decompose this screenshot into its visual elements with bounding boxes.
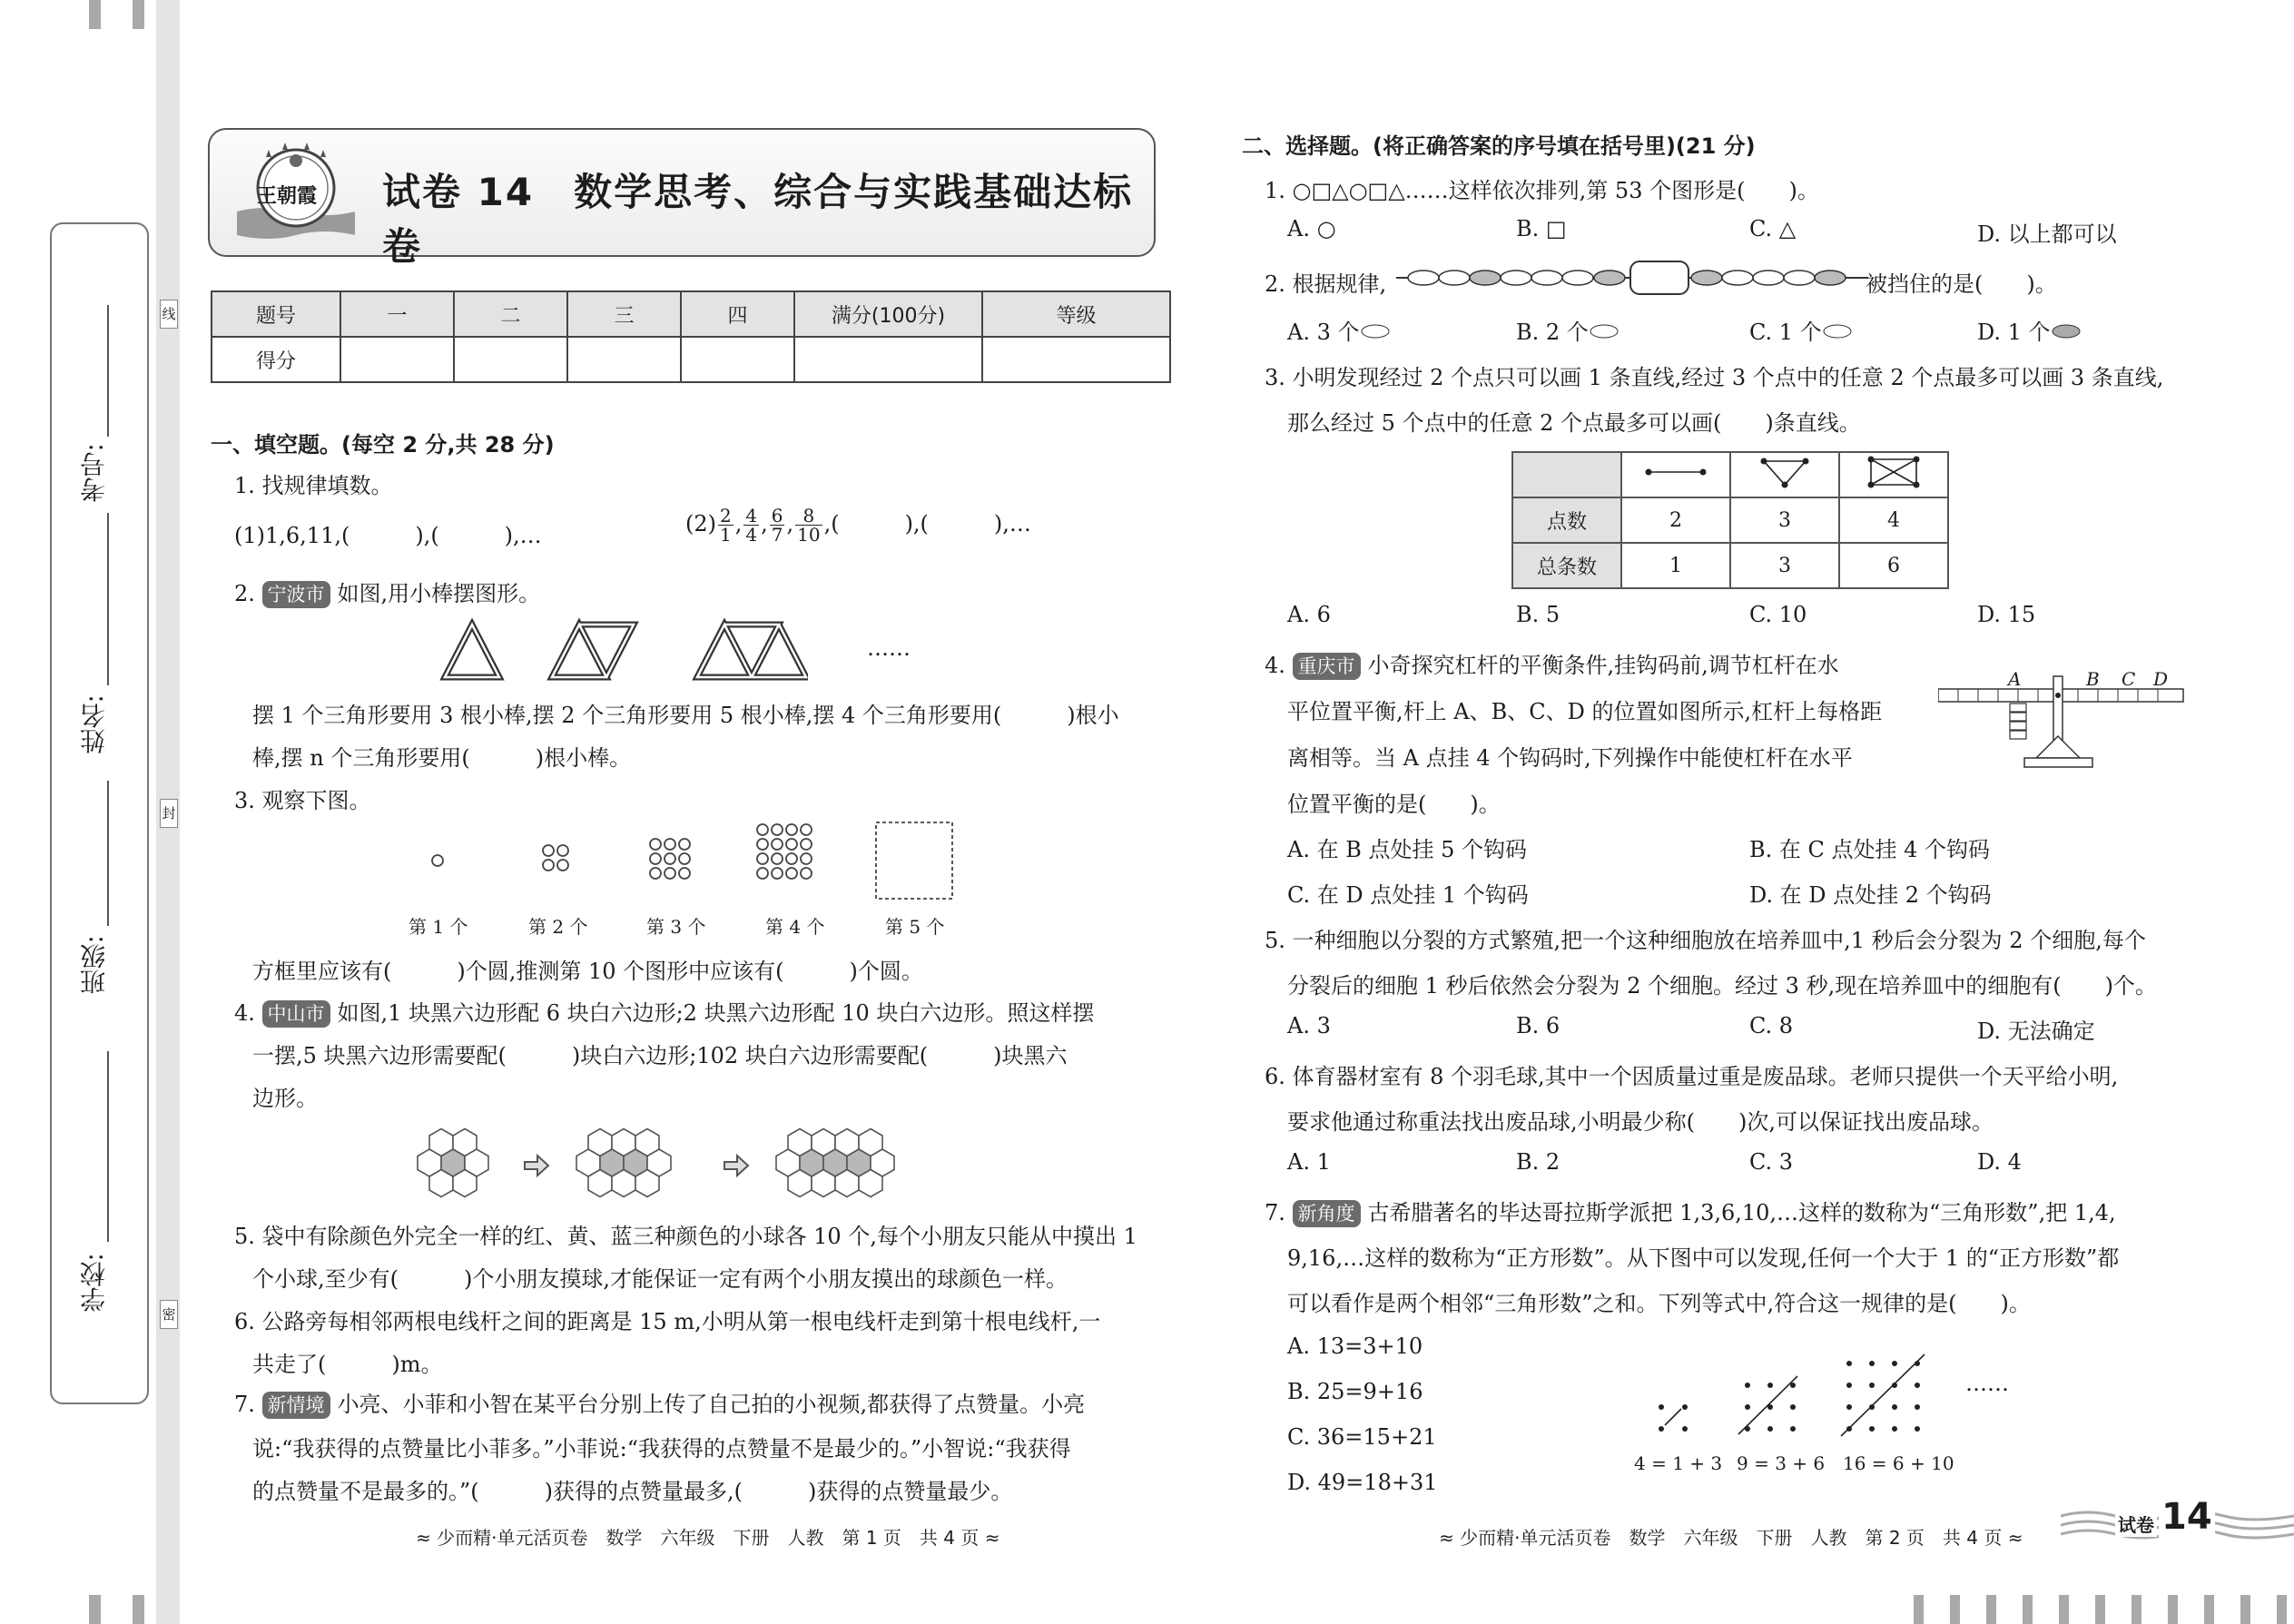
four-points-diagram-cell — [1839, 452, 1948, 497]
two-points-diagram — [1635, 458, 1717, 486]
choice-option[interactable]: D. 15 — [1977, 602, 2036, 627]
question-6-line-2: 共走了( )m。 — [252, 1352, 443, 1377]
paper-number: 14 — [2159, 1496, 2215, 1538]
part-2-suffix: ,( ),( ),… — [823, 511, 1031, 536]
lever-point-label: B — [2086, 668, 2100, 690]
question-1-part-1: (1)1,6,11,( ),( ),… — [234, 523, 542, 548]
paper-label: 试卷 — [2115, 1511, 2157, 1537]
fraction: $\frac{2}{1}$ — [720, 505, 732, 546]
table-row-header: 点数 — [1512, 497, 1621, 543]
region-tag: 新角度 — [1293, 1200, 1361, 1227]
white-hexagon — [588, 1170, 612, 1197]
choice-option[interactable]: A. 1 — [1287, 1149, 1331, 1175]
figure-caption: 第 1 个 — [409, 916, 468, 938]
fraction: $\frac{4}{4}$ — [745, 505, 758, 546]
question-2-stem — [234, 576, 540, 608]
figure-caption: 第 2 个 — [528, 916, 588, 938]
logo-text: 王朝霞 — [257, 185, 318, 208]
score-header-cell: 题号 — [212, 291, 340, 337]
question-1-part-2: (2) $\frac{2}{1}$ , $\frac{4}{4}$ , $\frac{6}{7}$ , $\frac{8}{10}$ ,( ),( ),… — [685, 505, 1031, 546]
question-text: 如图,1 块黑六边形配 6 块白六边形;2 块黑六边形配 10 块白六边形。照这样摆 — [337, 1000, 1095, 1026]
choice-option[interactable]: C. 3 — [1749, 1149, 1794, 1175]
margin-bar — [1950, 1595, 1960, 1624]
choice-q4-line-2: 平位置平衡,杆上 A、B、C、D 的位置如图所示,杠杆上每格距 — [1287, 699, 1883, 724]
region-tag: 中山市 — [262, 1000, 330, 1028]
score-cell[interactable] — [567, 337, 681, 382]
white-hexagon — [453, 1170, 477, 1197]
circle-pattern-figure — [399, 817, 980, 908]
choice-option[interactable]: B. 2 个 — [1516, 314, 1620, 346]
table-row-header: 总条数 — [1512, 543, 1621, 588]
margin-bar — [2095, 1595, 2105, 1624]
seal-mark-feng: 封 — [160, 799, 178, 828]
choice-option[interactable]: D. 在 D 点处挂 2 个钩码 — [1749, 882, 1992, 908]
class-blank[interactable] — [107, 781, 109, 926]
figure-caption: 第 4 个 — [765, 916, 825, 938]
figure-caption: 9 = 3 + 6 — [1737, 1452, 1826, 1474]
exam-number-blank[interactable] — [107, 305, 109, 437]
question-7-line-2: 说:“我获得的点赞量比小菲多。”小菲说:“我获得的点赞量不是最少的。”小智说:“我获得 — [252, 1436, 1071, 1462]
question-4-line-3: 边形。 — [252, 1086, 318, 1111]
region-tag: 新情境 — [262, 1392, 330, 1419]
choice-q4-line-3: 离相等。当 A 点挂 4 个钩码时,下列操作中能使杠杆在水平 — [1287, 745, 1853, 771]
class-label: 班级: — [79, 935, 109, 995]
score-cell[interactable] — [454, 337, 567, 382]
choice-q3-line-2: 那么经过 5 个点中的任意 2 个点最多可以画( )条直线。 — [1287, 410, 1861, 436]
margin-bar — [2240, 1595, 2250, 1624]
white-bead-icon — [1822, 323, 1853, 340]
choice-option[interactable]: D. 以上都可以 — [1977, 221, 2117, 247]
score-header-cell: 二 — [454, 291, 567, 337]
question-6-line-1: 6. 公路旁每相邻两根电线杆之间的距离是 15 m,小明从第一根电线杆走到第十根电线杆,一 — [234, 1309, 1101, 1334]
white-hexagon — [612, 1170, 635, 1197]
choice-q2-prefix: 2. 根据规律, — [1265, 271, 1387, 297]
choice-option[interactable]: B. 2 — [1516, 1149, 1561, 1175]
question-5-line-2: 个小球,至少有( )个小朋友摸球,才能保证一定有两个小朋友摸出的球颜色一样。 — [252, 1266, 1068, 1292]
choice-option[interactable]: B. 6 — [1516, 1013, 1561, 1038]
question-text: 小奇探究杠杆的平衡条件,挂钩码前,调节杠杆在水 — [1367, 653, 1839, 678]
fraction: $\frac{8}{10}$ — [797, 505, 821, 546]
white-hexagon — [635, 1170, 659, 1197]
white-bead-icon — [1360, 323, 1391, 340]
choice-option[interactable]: A. 13=3+10 — [1287, 1334, 1423, 1359]
score-row-label: 得分 — [212, 337, 340, 382]
choice-option[interactable]: A. 3 个 — [1287, 314, 1391, 346]
margin-bar — [1914, 1595, 1924, 1624]
margin-bar — [2277, 1595, 2287, 1624]
lever-point-label: C — [2122, 668, 2136, 690]
score-header-cell: 等级 — [982, 291, 1170, 337]
three-points-diagram-cell — [1730, 452, 1839, 497]
choice-option[interactable]: D. 49=18+31 — [1287, 1470, 1438, 1495]
white-hexagon — [835, 1170, 859, 1197]
figure-caption: 第 3 个 — [646, 916, 706, 938]
choice-option[interactable]: D. 4 — [1977, 1149, 2022, 1175]
table-cell: 1 — [1621, 543, 1730, 588]
lever-balance-figure — [1938, 667, 2188, 772]
seal-mark-mi: 密 — [160, 1300, 178, 1329]
white-hexagon — [788, 1170, 812, 1197]
choice-option[interactable]: C. 36=15+21 — [1287, 1424, 1437, 1450]
student-info-panel — [50, 222, 149, 1404]
figure-ellipsis: …… — [1965, 1371, 2009, 1396]
lever-point-label: A — [2008, 668, 2022, 690]
score-header-cell: 三 — [567, 291, 681, 337]
section-title-choice: 二、选择题。(将正确答案的序号填在括号里)(21 分) — [1242, 133, 1756, 159]
table-cell: 2 — [1621, 497, 1730, 543]
choice-q5-line-2: 分裂后的细胞 1 秒后依然会分裂为 2 个细胞。经过 3 秒,现在培养皿中的细胞有( )个。 — [1287, 973, 2157, 999]
choice-q2-suffix: 被挡住的是( )。 — [1866, 271, 2057, 297]
figure-ellipsis: …… — [867, 635, 911, 661]
left-page-footer: ≈ 少而精·单元活页卷 数学 六年级 下册 人教 第 1 页 共 4 页 ≈ — [416, 1527, 1000, 1549]
four-points-diagram — [1853, 454, 1935, 490]
seal-mark-xian: 线 — [160, 300, 178, 329]
question-number: 4. — [234, 1000, 255, 1026]
margin-bar — [133, 0, 144, 29]
score-header-cell: 一 — [340, 291, 454, 337]
question-2-line-1: 摆 1 个三角形要用 3 根小棒,摆 2 个三角形要用 5 根小棒,摆 4 个三角形要用( )根小 — [252, 703, 1119, 728]
question-7-stem — [234, 1386, 1085, 1419]
question-number: 4. — [1265, 653, 1285, 678]
white-hexagon — [859, 1170, 882, 1197]
grey-bead-icon — [2051, 323, 2082, 340]
bead-string-figure — [1396, 259, 1868, 297]
choice-option[interactable]: B. 25=9+16 — [1287, 1379, 1423, 1404]
margin-bar — [2023, 1595, 2033, 1624]
choice-option[interactable]: C. △ — [1749, 216, 1797, 241]
region-tag: 重庆市 — [1293, 653, 1361, 680]
choice-option[interactable]: A. ○ — [1287, 216, 1336, 241]
score-cell[interactable] — [340, 337, 454, 382]
choice-q5-line-1: 5. 一种细胞以分裂的方式繁殖,把一个这种细胞放在培养皿中,1 秒后会分裂为 2 个细胞,每个 — [1265, 928, 2146, 953]
part-2-prefix: (2) — [685, 511, 716, 536]
three-points-diagram — [1744, 454, 1826, 490]
section-title-fill-in: 一、填空题。(每空 2 分,共 28 分) — [211, 432, 555, 458]
white-bead-icon — [1589, 323, 1620, 340]
margin-bar — [133, 1595, 144, 1624]
question-text: 古希腊著名的毕达哥拉斯学派把 1,3,6,10,…这样的数称为“三角形数”,把 1,4, — [1367, 1200, 2116, 1225]
figure-caption: 16 = 6 + 10 — [1843, 1452, 1954, 1474]
white-hexagon — [429, 1170, 453, 1197]
score-header-cell: 四 — [681, 291, 794, 337]
margin-bar — [89, 0, 101, 29]
question-text: 小亮、小菲和小智在某平台分别上传了自己拍的小视频,都获得了点赞量。小亮 — [337, 1392, 1086, 1417]
table-cell: 3 — [1730, 497, 1839, 543]
choice-option[interactable]: C. 10 — [1749, 602, 1807, 627]
margin-bar — [2059, 1595, 2069, 1624]
choice-q7-stem — [1265, 1195, 2116, 1227]
margin-bar — [2132, 1595, 2141, 1624]
table-cell: 4 — [1839, 497, 1948, 543]
figure-caption: 4 = 1 + 3 — [1634, 1452, 1723, 1474]
choice-q4-stem — [1265, 647, 1839, 680]
choice-q1-text: 1. ○□△○□△……这样依次排列,第 53 个图形是( )。 — [1265, 178, 1819, 203]
choice-option[interactable]: A. 6 — [1287, 602, 1331, 627]
question-number: 7. — [234, 1392, 255, 1417]
choice-option[interactable]: C. 8 — [1749, 1013, 1794, 1038]
score-cell[interactable] — [681, 337, 794, 382]
right-page-footer: ≈ 少而精·单元活页卷 数学 六年级 下册 人教 第 2 页 共 4 页 ≈ — [1439, 1527, 2023, 1549]
choice-q6-line-1: 6. 体育器材室有 8 个羽毛球,其中一个因质量过重是废品球。老师只提供一个天平给小明, — [1265, 1064, 2119, 1089]
choice-q3-line-1: 3. 小明发现经过 2 个点只可以画 1 条直线,经过 3 个点中的任意 2 个点最多可以画 3 条直线, — [1265, 365, 2164, 390]
question-number: 7. — [1265, 1200, 1285, 1225]
figure-caption: 第 5 个 — [885, 916, 945, 938]
table-cell: 6 — [1839, 543, 1948, 588]
matchstick-triangles-figure — [436, 617, 808, 683]
question-5-line-1: 5. 袋中有除颜色外完全一样的红、黄、蓝三种颜色的小球各 10 个,每个小朋友只能从中摸出 1 — [234, 1224, 1137, 1249]
score-header-cell: 满分(100分) — [794, 291, 982, 337]
region-tag: 宁波市 — [262, 581, 330, 608]
question-text: 如图,用小棒摆图形。 — [337, 581, 541, 606]
score-cell[interactable] — [982, 337, 1170, 382]
exam-number-label: 考号: — [79, 443, 109, 503]
table-cell: 3 — [1730, 543, 1839, 588]
choice-option[interactable]: B. 5 — [1516, 602, 1561, 627]
hexagon-pattern-figure — [416, 1126, 951, 1200]
choice-option[interactable]: D. 1 个 — [1977, 314, 2082, 346]
two-points-diagram-cell — [1621, 452, 1730, 497]
question-2-line-2: 棒,摆 n 个三角形要用( )根小棒。 — [252, 745, 632, 771]
page-title: 试卷 14 数学思考、综合与实践基础达标卷 — [382, 170, 1134, 269]
lever-point-label: D — [2153, 668, 2169, 690]
school-blank[interactable] — [107, 1051, 109, 1242]
choice-q7-line-2: 9,16,…这样的数称为“正方形数”。从下图中可以发现,任何一个大于 1 的“正方形数”都 — [1287, 1245, 2120, 1271]
choice-option[interactable]: D. 无法确定 — [1977, 1019, 2095, 1044]
paper-number-badge — [2061, 1489, 2294, 1552]
school-label: 学校: — [79, 1253, 109, 1313]
choice-option[interactable]: A. 在 B 点处挂 5 个钩码 — [1287, 837, 1528, 862]
choice-option[interactable]: C. 在 D 点处挂 1 个钩码 — [1287, 882, 1529, 908]
choice-q4-line-4: 位置平衡的是( )。 — [1287, 792, 1501, 817]
question-4-stem — [234, 995, 1094, 1028]
question-1-title: 1. 找规律填数。 — [234, 473, 393, 498]
square-numbers-dot-figure — [1634, 1334, 1961, 1443]
name-label: 姓名: — [79, 694, 109, 754]
question-4-line-2: 一摆,5 块黑六边形需要配( )块白六边形;102 块白六边形需要配( )块黑六 — [252, 1043, 1068, 1068]
score-cell[interactable] — [794, 337, 982, 382]
choice-option[interactable]: C. 1 个 — [1749, 314, 1853, 346]
name-blank[interactable] — [107, 513, 109, 685]
points-lines-table — [1511, 451, 1949, 589]
margin-bar — [2204, 1595, 2214, 1624]
score-table — [211, 290, 1171, 383]
margin-bar — [89, 1595, 101, 1624]
choice-option[interactable]: B. □ — [1516, 216, 1567, 241]
margin-bar — [1986, 1595, 1996, 1624]
white-hexagon — [812, 1170, 835, 1197]
margin-bar — [2168, 1595, 2178, 1624]
question-3-line: 方框里应该有( )个圆,推测第 10 个图形中应该有( )个圆。 — [252, 959, 923, 984]
title-banner — [208, 128, 1156, 269]
choice-q6-line-2: 要求他通过称重法找出废品球,小明最少称( )次,可以保证找出废品球。 — [1287, 1109, 1994, 1135]
choice-option[interactable]: B. 在 C 点处挂 4 个钩码 — [1749, 837, 1991, 862]
question-3-title: 3. 观察下图。 — [234, 788, 371, 813]
choice-option[interactable]: A. 3 — [1287, 1013, 1331, 1038]
table-corner-cell — [1512, 452, 1621, 497]
question-number: 2. — [234, 581, 255, 606]
question-7-line-3: 的点赞量不是最多的。”( )获得的点赞量最多,( )获得的点赞量最少。 — [252, 1479, 1013, 1504]
fraction: $\frac{6}{7}$ — [771, 505, 783, 546]
choice-q7-line-3: 可以看作是两个相邻“三角形数”之和。下列等式中,符合这一规律的是( )。 — [1287, 1291, 2031, 1316]
